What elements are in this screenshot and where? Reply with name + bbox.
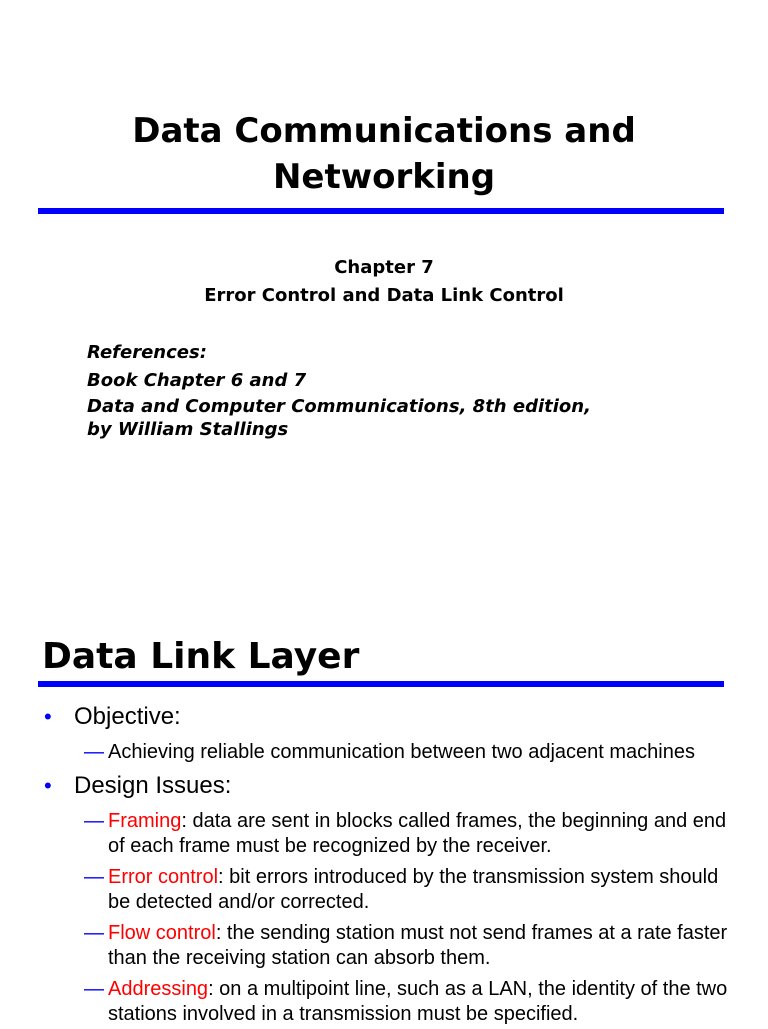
term-flow-control: Flow control xyxy=(108,922,216,944)
main-title xyxy=(0,108,768,200)
dash-icon: — xyxy=(84,810,104,832)
sub-item-text: : data are sent in blocks called frames, the beginning and end of each frame must be recognized by the receiver. xyxy=(108,810,727,857)
term-addressing: Addressing xyxy=(108,978,209,1000)
chapter-heading xyxy=(0,254,768,310)
reference-book-chapters: Book Chapter 6 and 7 xyxy=(87,370,307,391)
dash-icon: — xyxy=(84,741,104,763)
sub-item xyxy=(44,740,734,765)
sub-item-text: : the sending station must not send frames at a rate faster than the receiving station can absorb them. xyxy=(108,922,728,969)
sub-item-framing xyxy=(44,809,734,859)
slide-title: Data Link Layer xyxy=(42,636,360,677)
sub-item-text: : bit errors introduced by the transmission system should be detected and/or corrected. xyxy=(108,866,719,913)
sub-item-flow-control xyxy=(44,921,734,971)
slide-title-divider xyxy=(38,681,724,687)
term-framing: Framing xyxy=(108,810,182,832)
references-block xyxy=(87,339,591,441)
sub-item-error-control xyxy=(44,865,734,915)
bullet-dot-icon: • xyxy=(44,773,52,798)
reference-book-author: by William Stallings xyxy=(87,419,289,440)
reference-book-title: Data and Computer Communications, 8th edition, xyxy=(87,396,591,417)
dash-icon: — xyxy=(84,978,104,1000)
bullet-dot-icon: • xyxy=(44,704,52,729)
bullet-objective xyxy=(44,700,734,734)
chapter-number: Chapter 7 xyxy=(334,257,434,278)
references-heading: References: xyxy=(87,342,207,363)
sub-item-addressing xyxy=(44,977,734,1027)
bullet-design-issues xyxy=(44,769,734,803)
chapter-title: Error Control and Data Link Control xyxy=(204,285,564,306)
main-title-line1: Data Communications and xyxy=(132,111,636,151)
bullet-label: Design Issues: xyxy=(74,772,232,799)
term-error-control: Error control xyxy=(108,866,219,888)
sub-item-text: Achieving reliable communication between two adjacent machines xyxy=(108,741,695,763)
bullet-label: Objective: xyxy=(74,703,181,730)
slide-content xyxy=(44,696,734,1029)
dash-icon: — xyxy=(84,866,104,888)
dash-icon: — xyxy=(84,922,104,944)
sub-item-text: : on a multipoint line, such as a LAN, the identity of the two stations involved in a transmission must be specified. xyxy=(108,978,728,1025)
title-divider xyxy=(38,208,724,214)
main-title-line2: Networking xyxy=(272,157,496,197)
data-link-layer-slide xyxy=(0,600,768,1024)
